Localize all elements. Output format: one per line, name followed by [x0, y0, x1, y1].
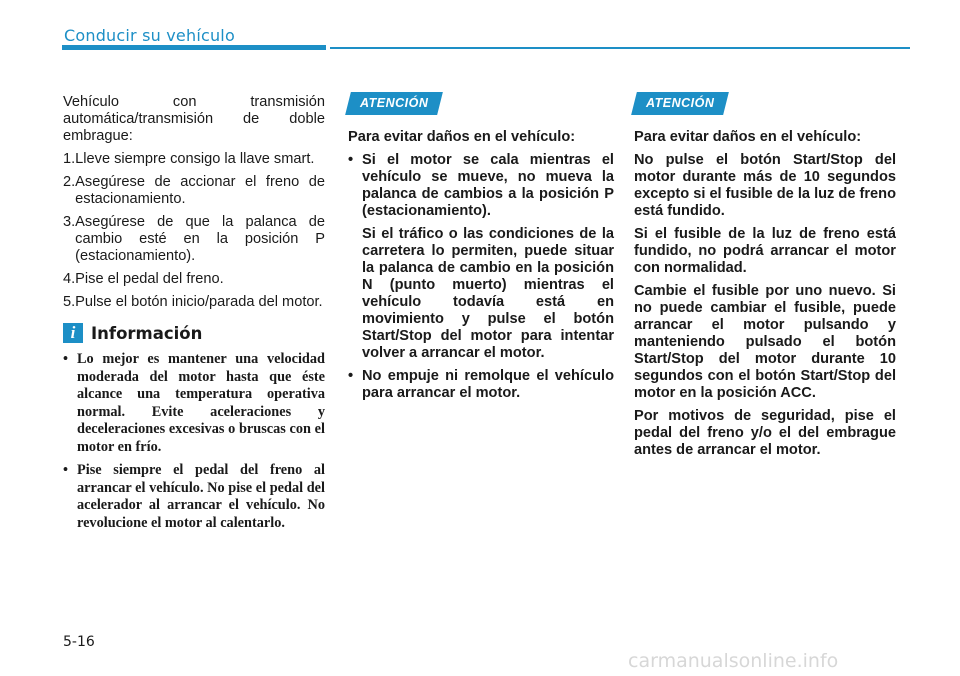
bullet-mark: • [348, 152, 354, 168]
warning-paragraph: Cambie el fusible por uno nuevo. Si no puede cambiar el fusible, puede arrancar el motor pulsando y manteniendo pulsado el botón Start/Stop del motor durante 10 segundos con el botón Start/Stop del motor en la posición ACC. [634, 283, 896, 401]
step-number: 4. [63, 271, 76, 287]
right-column [634, 92, 896, 465]
info-list [63, 351, 325, 532]
header-accent-bar [62, 45, 326, 50]
info-icon: i [63, 323, 83, 343]
warning-continuation: Si el tráfico o las condiciones de la carretera lo permiten, puede situar la palanca de cambio en la posición N (punto muerto) mientras el vehículo todavía está en movimiento y pulse el botón Start/Stop del motor para intentar volver a arrancar el motor. [362, 226, 614, 361]
step-item [63, 294, 325, 311]
warning-heading: Para evitar daños en el vehículo: [348, 129, 576, 145]
attention-badge-label: ATENCIÓN [360, 96, 429, 110]
attention-badge [345, 92, 443, 115]
warning-text: No empuje ni remolque el vehículo para arrancar el motor. [362, 368, 614, 401]
warning-list [348, 368, 614, 402]
step-text: Pise el pedal del freno. [75, 271, 224, 287]
info-header [63, 323, 325, 343]
step-text: Pulse el botón inicio/parada del motor. [75, 294, 323, 310]
step-item [63, 151, 325, 168]
info-item [63, 351, 325, 456]
start-steps-list [63, 151, 325, 311]
step-number: 1. [63, 151, 76, 167]
warning-item [348, 368, 614, 402]
step-number: 2. [63, 174, 76, 190]
info-text: Pise siempre el pedal del freno al arrancar el vehículo. No pise el pedal del acelerador al arrancar el vehículo. No revolucione el motor al calentarlo. [77, 462, 325, 531]
step-text: Asegúrese de accionar el freno de estacionamiento. [75, 174, 325, 207]
header-rule [330, 47, 910, 49]
warning-paragraph: Si el fusible de la luz de freno está fundido, no podrá arrancar el motor con normalidad. [634, 226, 896, 276]
warning-paragraph: No pulse el botón Start/Stop del motor durante más de 10 segundos excepto si el fusible de la luz de freno está fundido. [634, 152, 896, 219]
step-number: 5. [63, 294, 76, 310]
page-number: 5-16 [63, 634, 95, 650]
warning-paragraph: Por motivos de seguridad, pise el pedal del freno y/o el del embrague antes de arrancar el motor. [634, 408, 896, 458]
step-item [63, 174, 325, 208]
step-number: 3. [63, 214, 76, 230]
bullet-mark: • [348, 368, 354, 384]
attention-badge-label: ATENCIÓN [646, 96, 715, 110]
bullet-mark: • [63, 351, 69, 367]
info-text: Lo mejor es mantener una velocidad moderada del motor hasta que éste alcance una temperatura operativa normal. Evite aceleraciones y deceleraciones excesivas o bruscas con el motor en frío. [77, 351, 325, 455]
warning-heading: Para evitar daños en el vehículo: [634, 129, 862, 145]
warning-item [348, 152, 614, 220]
left-column [63, 94, 325, 538]
step-item [63, 214, 325, 265]
step-text: Asegúrese de que la palanca de cambio esté en la posición P (estacionamiento). [75, 214, 325, 264]
bullet-mark: • [63, 462, 69, 478]
step-item [63, 271, 325, 288]
attention-badge [631, 92, 729, 115]
middle-column [348, 92, 614, 408]
warning-text: Si el motor se cala mientras el vehículo se mueve, no mueva la palanca de cambios a la posición P (estacionamiento). [362, 152, 614, 219]
section-title: Conducir su vehículo [64, 26, 235, 45]
step-text: Lleve siempre consigo la llave smart. [75, 151, 315, 167]
watermark: carmanualsonline.info [628, 650, 839, 672]
info-item [63, 462, 325, 532]
info-title: Información [91, 323, 203, 343]
warning-list [348, 152, 614, 220]
intro-text: Vehículo con transmisión automática/transmisión de doble embrague: [63, 94, 325, 144]
